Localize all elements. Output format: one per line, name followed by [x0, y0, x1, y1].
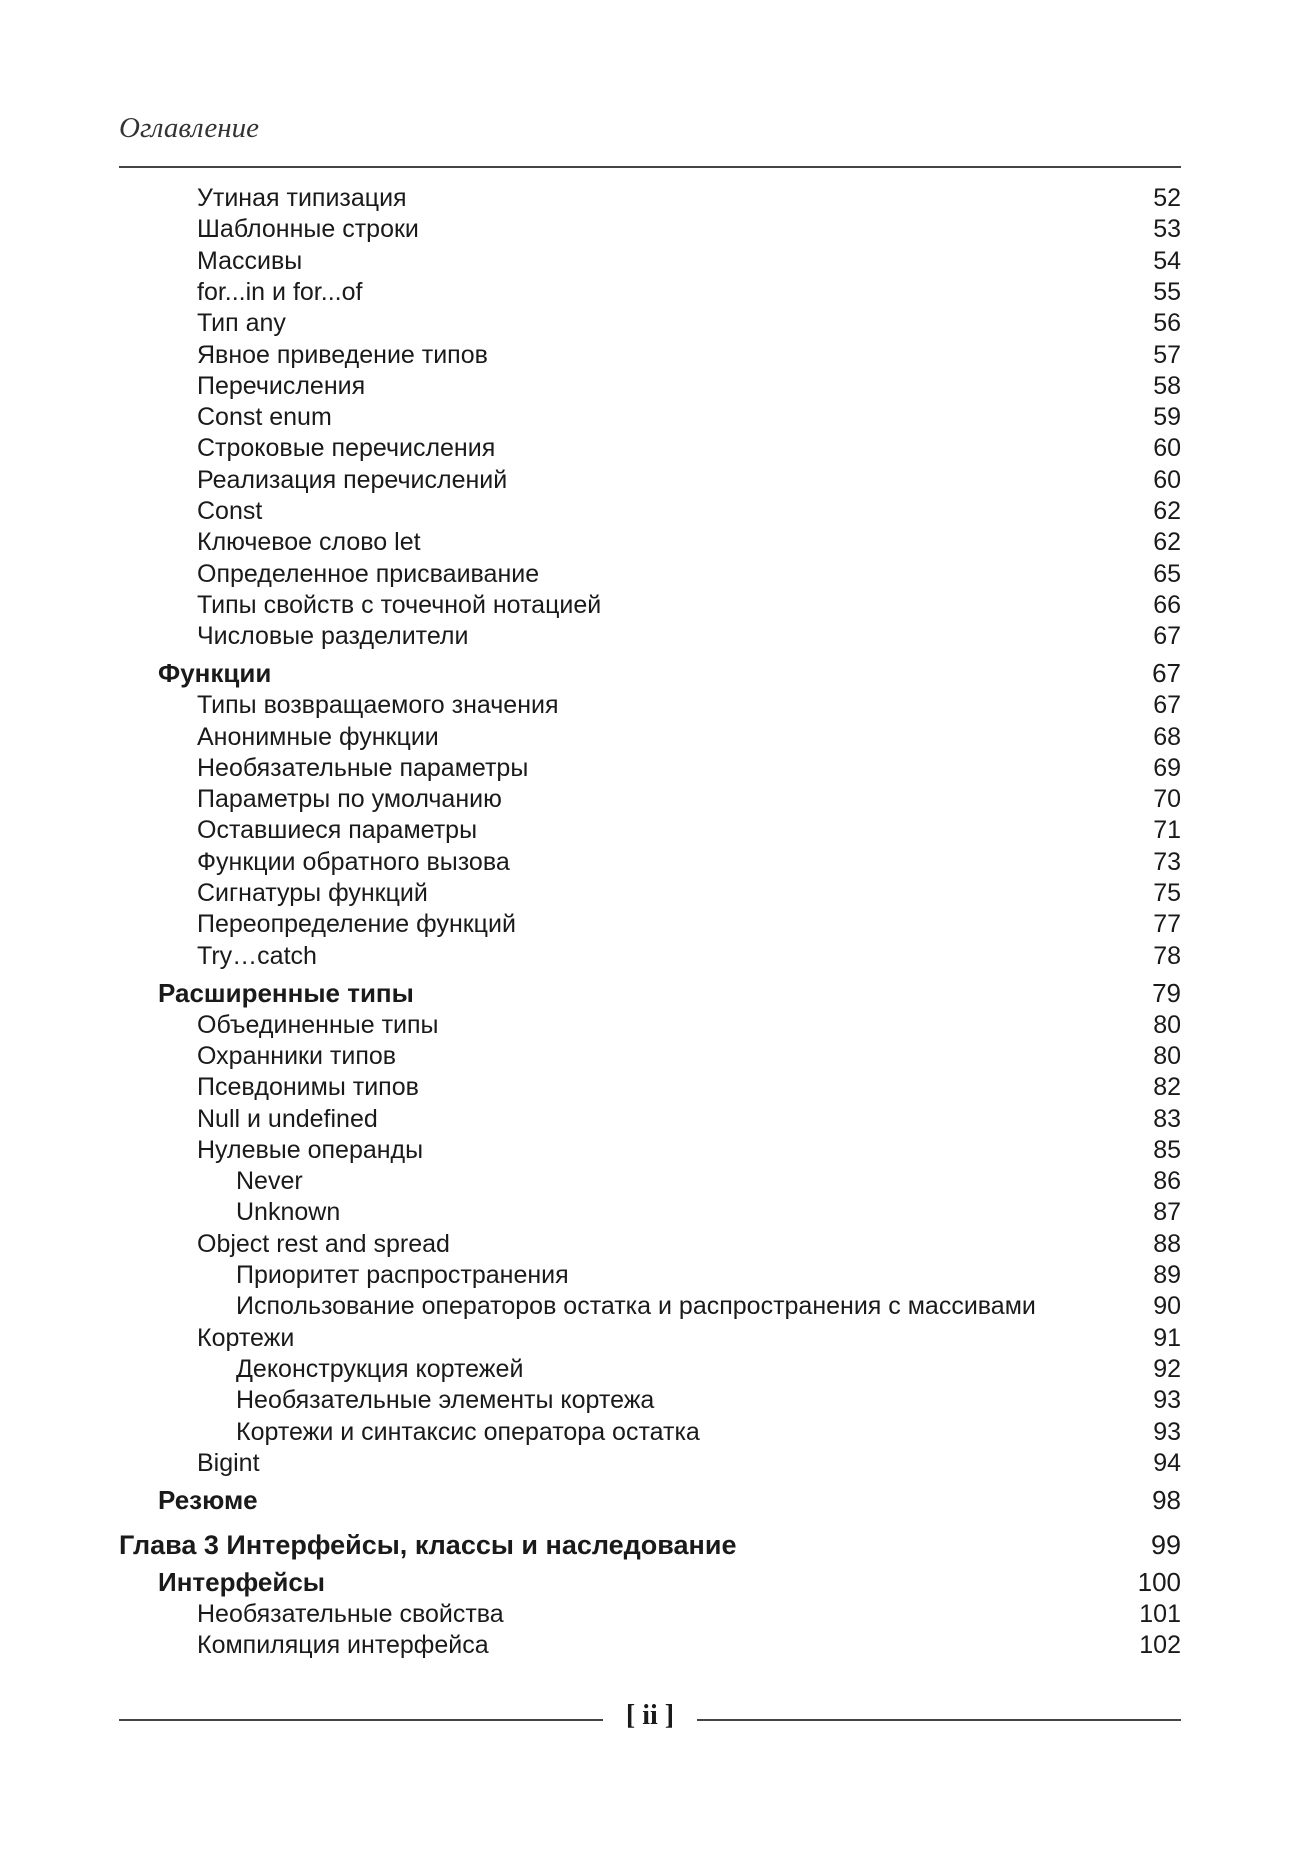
toc-page-number: 67: [1153, 622, 1181, 651]
toc-page-number: 65: [1153, 559, 1181, 588]
toc-title: Определенное присваивание: [197, 559, 540, 588]
toc-title: Глава 3 Интерфейсы, классы и наследование: [119, 1529, 737, 1560]
toc-page-number: 93: [1153, 1417, 1181, 1446]
toc-subsection: [0, 1289, 1181, 1323]
toc-subsection: [0, 1628, 1181, 1662]
toc-page-number: 93: [1153, 1386, 1181, 1415]
toc-title: Функции: [158, 658, 272, 689]
toc-title: Деконструкция кортежей: [236, 1354, 524, 1383]
toc-title: Расширенные типы: [158, 977, 414, 1008]
toc-page-number: 59: [1153, 403, 1181, 432]
toc-title: Утиная типизация: [197, 184, 407, 212]
toc-page-number: 91: [1153, 1323, 1181, 1352]
toc-title: Try…catch: [197, 941, 317, 970]
toc-title: Псевдонимы типов: [197, 1073, 419, 1102]
footer-rule-left: [119, 1719, 603, 1721]
toc-title: Интерфейсы: [158, 1566, 325, 1597]
toc-section: [0, 1565, 1181, 1599]
toc-subsection: [0, 688, 1181, 722]
toc-title: Явное приведение типов: [197, 340, 488, 369]
toc-title: Типы возвращаемого значения: [197, 691, 559, 720]
toc-subsection: [0, 1227, 1181, 1261]
toc-chapter: [0, 1528, 1181, 1562]
toc-page-number: 102: [1139, 1631, 1181, 1660]
toc-page-number: 62: [1153, 528, 1181, 557]
toc-page-number: 98: [1152, 1484, 1181, 1515]
toc-title: Нулевые операнды: [197, 1135, 424, 1164]
toc-page-number: 67: [1152, 658, 1181, 689]
toc-subsection: [0, 845, 1181, 879]
toc-title: Шаблонные строки: [197, 215, 419, 244]
toc-title: Необязательные элементы кортежа: [236, 1386, 655, 1415]
toc-page-number: 92: [1153, 1354, 1181, 1383]
toc-page-number: 83: [1153, 1104, 1181, 1133]
toc-page-number: 54: [1153, 246, 1181, 275]
toc-page-number: 99: [1150, 1529, 1181, 1560]
toc-subsection: [0, 813, 1181, 847]
toc-section: [0, 656, 1181, 690]
toc-subsection: [0, 1352, 1181, 1386]
toc-page-number: 101: [1139, 1599, 1181, 1628]
toc-title: Использование операторов остатка и распространения с массивами: [236, 1292, 1036, 1321]
toc-title: Реализация перечислений: [197, 465, 508, 494]
toc-page-number: 73: [1153, 847, 1181, 876]
toc-subsection: [0, 431, 1181, 465]
toc-subsection: [0, 907, 1181, 941]
toc-subsection: [0, 939, 1181, 973]
toc-title: Сигнатуры функций: [197, 879, 428, 907]
toc-page-number: 90: [1153, 1292, 1181, 1321]
toc-subsection: [0, 306, 1181, 340]
toc-page-number: 82: [1153, 1073, 1181, 1102]
toc-title: Never: [236, 1167, 303, 1196]
toc-page-number: 80: [1153, 1041, 1181, 1070]
toc-title: Const: [197, 497, 263, 525]
toc-title: Unknown: [236, 1198, 341, 1227]
toc-page-number: 62: [1153, 497, 1181, 525]
toc-page-number: 75: [1153, 879, 1181, 907]
footer-rule-right: [697, 1719, 1181, 1721]
toc-page-number: 77: [1153, 910, 1181, 939]
toc-title: Ключевое слово let: [197, 528, 421, 557]
toc-subsection: [0, 494, 1181, 528]
toc-subsection: [0, 782, 1181, 816]
toc-page-number: 86: [1153, 1167, 1181, 1196]
toc-page-number: 78: [1153, 941, 1181, 970]
toc-subsection: [0, 1258, 1181, 1292]
toc-title: Кортежи и синтаксис оператора остатка: [236, 1417, 700, 1446]
toc-title: Необязательные параметры: [197, 753, 529, 782]
toc-title: Объединенные типы: [197, 1010, 439, 1039]
toc-title: Переопределение функций: [197, 910, 516, 939]
toc-page-number: 70: [1153, 785, 1181, 814]
toc-title: Массивы: [197, 246, 303, 275]
toc-page-number: 68: [1153, 722, 1181, 751]
toc-title: Анонимные функции: [197, 722, 439, 751]
toc-subsection: [0, 1133, 1181, 1167]
toc-subsection: [0, 588, 1181, 622]
toc-title: Охранники типов: [197, 1041, 397, 1070]
toc-page-number: 53: [1153, 215, 1181, 244]
toc-page-number: 85: [1153, 1135, 1181, 1164]
toc-title: Null и undefined: [197, 1104, 378, 1133]
toc-title: Const enum: [197, 403, 332, 432]
toc-title: Параметры по умолчанию: [197, 785, 502, 814]
toc-subsection: [0, 244, 1181, 278]
toc-title: Тип any: [197, 309, 286, 338]
toc-page-number: 88: [1153, 1229, 1181, 1258]
toc-section: [0, 1483, 1181, 1517]
toc-title: Числовые разделители: [197, 622, 469, 651]
toc-title: Необязательные свойства: [197, 1599, 504, 1628]
toc-page-number: 87: [1153, 1198, 1181, 1227]
toc-page-number: 69: [1153, 753, 1181, 782]
toc-page-number: 55: [1153, 277, 1181, 306]
toc-page-number: 52: [1153, 184, 1181, 212]
toc-subsection: [0, 1321, 1181, 1355]
toc-page-number: 89: [1153, 1261, 1181, 1289]
toc-page-number: 67: [1153, 691, 1181, 720]
toc-subsection: [0, 400, 1181, 434]
toc-subsection: [0, 1070, 1181, 1104]
toc-subsection: [0, 751, 1181, 785]
toc-page-number: 100: [1137, 1566, 1181, 1597]
toc-subsection: [0, 1039, 1181, 1073]
toc-subsection: [0, 557, 1181, 591]
toc-title: Функции обратного вызова: [197, 847, 510, 876]
toc-subsection: [0, 1446, 1181, 1480]
toc-page-number: 58: [1153, 371, 1181, 400]
toc-title: Типы свойств с точечной нотацией: [197, 590, 602, 619]
toc-page-number: 94: [1153, 1448, 1181, 1477]
toc-title: Кортежи: [197, 1323, 295, 1352]
toc-page-number: 71: [1153, 816, 1181, 845]
toc-subsection: [0, 1164, 1181, 1198]
toc-subsection: [0, 1102, 1181, 1136]
toc-subsection: [0, 212, 1181, 246]
toc-subsection: [0, 1597, 1181, 1631]
toc-page-number: 79: [1152, 977, 1181, 1008]
page-number: [ ii ]: [625, 1700, 675, 1731]
toc-title: Bigint: [197, 1448, 260, 1477]
toc-subsection: [0, 720, 1181, 754]
toc-subsection: [0, 525, 1181, 559]
running-head: Оглавление: [119, 112, 259, 144]
toc-page-number: 57: [1153, 340, 1181, 369]
toc-page-number: 66: [1153, 590, 1181, 619]
toc-subsection: [0, 619, 1181, 653]
toc-subsection: [0, 275, 1181, 309]
toc-title: Оставшиеся параметры: [197, 816, 478, 845]
toc-section: [0, 976, 1181, 1010]
toc-title: Компиляция интерфейса: [197, 1631, 489, 1660]
toc-subsection: [0, 876, 1181, 910]
toc-subsection: [0, 369, 1181, 403]
toc-title: Перечисления: [197, 371, 366, 400]
toc-title: for...in и for...of: [197, 277, 363, 306]
toc-page-number: 60: [1153, 465, 1181, 494]
toc-title: Резюме: [158, 1484, 258, 1515]
toc-subsection: [0, 338, 1181, 372]
toc-subsection: [0, 1008, 1181, 1042]
toc-subsection: [0, 1415, 1181, 1449]
toc-subsection: [0, 1195, 1181, 1229]
toc-subsection: [0, 181, 1181, 215]
toc-page-number: 80: [1153, 1010, 1181, 1039]
toc-title: Приоритет распространения: [236, 1261, 569, 1289]
toc-subsection: [0, 463, 1181, 497]
toc-title: Строковые перечисления: [197, 434, 496, 463]
toc-page-number: 56: [1153, 309, 1181, 338]
toc-title: Object rest and spread: [197, 1229, 450, 1258]
toc-subsection: [0, 1383, 1181, 1417]
toc-page-number: 60: [1153, 434, 1181, 463]
